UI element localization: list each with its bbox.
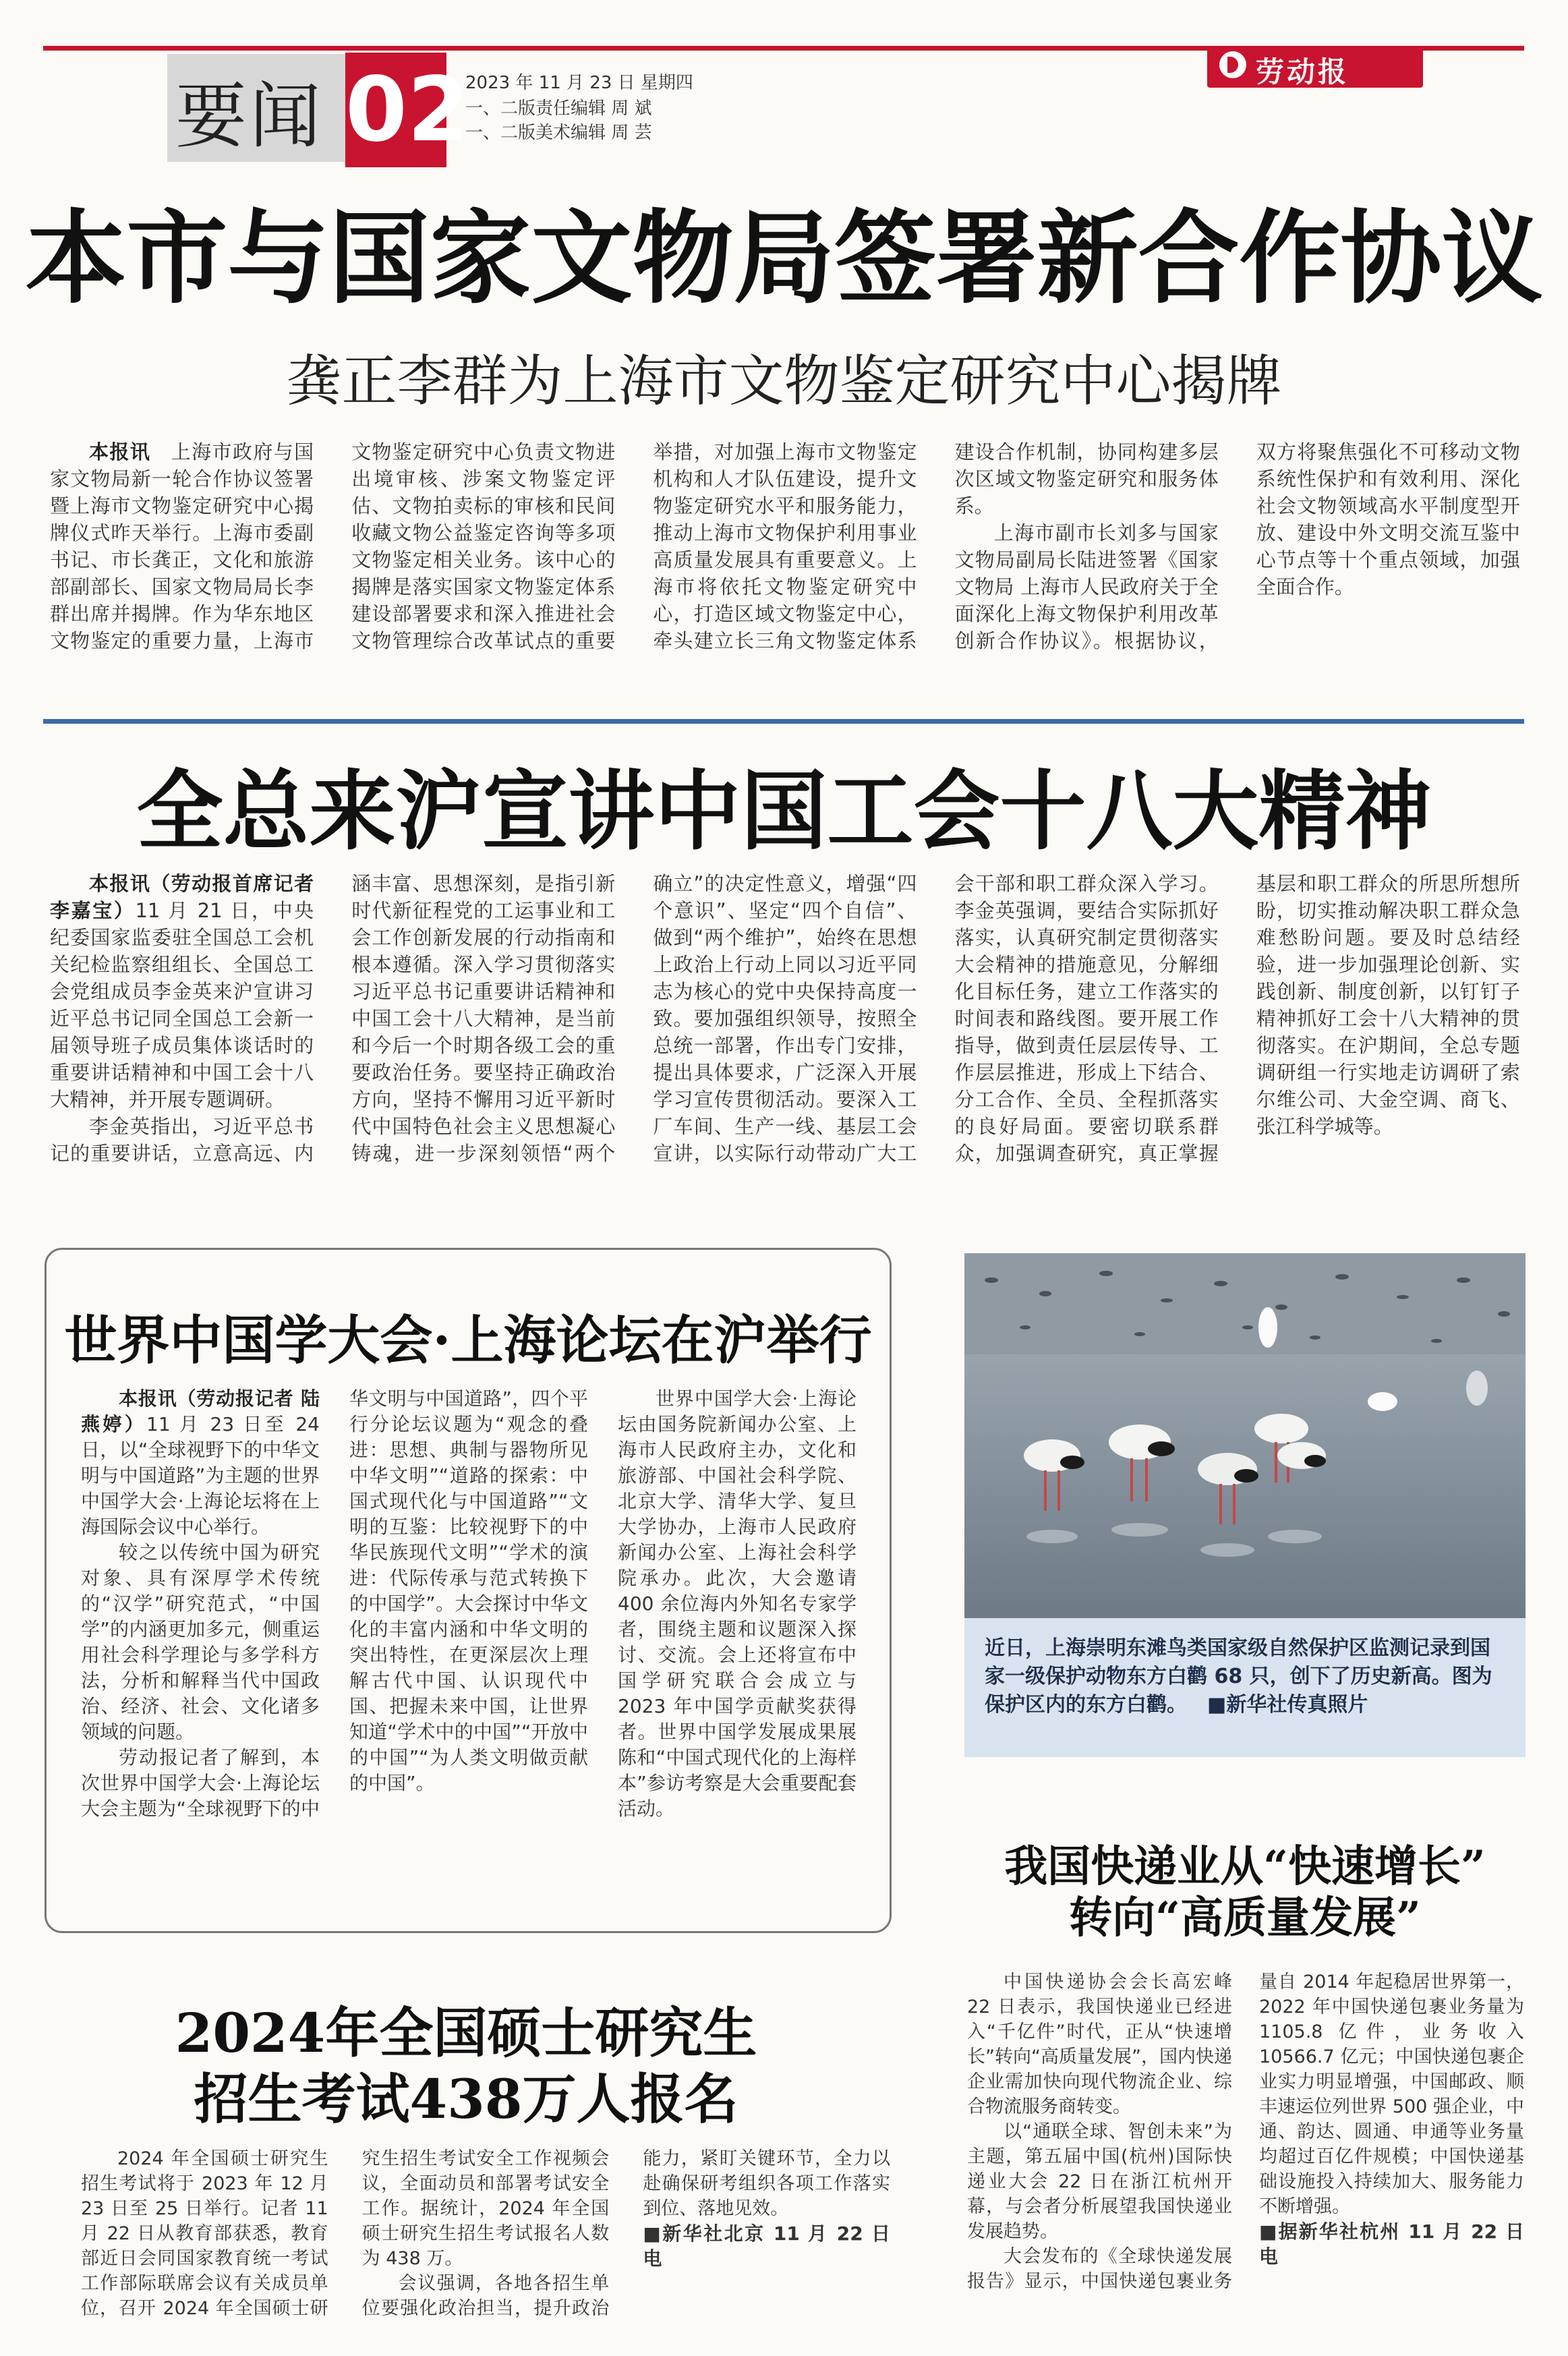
section-label: 要闻 [175, 75, 324, 158]
newspaper-logo [1207, 46, 1423, 88]
photo-caption-text: 近日，上海崇明东滩鸟类国家级自然保护区监测记录到国家一级保护动物东方白鹳 68 只，创下了历史新高。图为保护区内的东方白鹳。 [985, 1636, 1492, 1717]
news-photo [964, 1253, 1526, 1618]
article4-dateline: ■据新华社杭州 11 月 22 日电 [1259, 2220, 1524, 2268]
article4-text3: 大会发布的《全球快递发展报告》显示，中国快递包裹业务量自 2014 年起稳居世界第一，2022 年中国快递包裹业务量为 1105.8 亿件，业务收入 10566.7 亿元；中国快递包裹企业实力明显增强，中国邮政、顺丰速运位列世界 500 强企业，中通、韵达、圆通、申通等业务量均超过百亿件规模；中国快递基础设施投入持续加大、服务能力不断增强。 [967, 1972, 1524, 2292]
article5-body [81, 2146, 890, 2342]
article3-lead: 本报讯（劳动报记者 陆燕婷） [81, 1387, 320, 1435]
article1-body [50, 438, 1520, 668]
article1-headline: 本市与国家文物局签署新合作协议 [25, 199, 1543, 318]
article4-headline-line1: 我国快递业从“快速增长” [1004, 1841, 1486, 1892]
article3-body [81, 1386, 856, 1905]
photo-credit: ■新华社传真照片 [1207, 1693, 1368, 1717]
article2-body [50, 870, 1520, 1214]
article3-headline: 世界中国学大会·上海论坛在沪举行 [64, 1310, 872, 1371]
article4-text: 中国快递协会会长高宏峰 22 日表示，我国快递业已经进入“千亿件”时代，正从“快速增长”转向“高质量发展”，国内快递企业需加快向现代物流企业、综合物流服务商转变。 [967, 1972, 1232, 2117]
issue-date: 2023 年 11 月 23 日 星期四 [465, 73, 693, 93]
logo-text: 劳动报 [1256, 55, 1349, 88]
article2-headline: 全总来沪宣讲中国工会十八大精神 [136, 761, 1432, 862]
divider-rule [43, 719, 1524, 724]
article5-headline [45, 2000, 888, 2132]
article5-headline-line2: 招生考试438万人报名 [194, 2067, 738, 2131]
article4-body [967, 1970, 1524, 2334]
article5-dateline: ■新华社北京 11 月 22 日电 [643, 2222, 890, 2270]
article3-text4: 世界中国学大会·上海论坛由国务院新闻办公室、上海市人民政府主办，文化和旅游部、中国社会科学院、北京大学、清华大学、复旦大学协办，上海市人民政府新闻办公室、上海社会科学院承办。此次，大会邀请 400 余位海内外知名专家学者，围绕主题和议题深入探讨、交流。会上还将宣布中国学研究联合会成立与 2023 年中国学贡献奖获得者。世界中国学发展成果展陈和“中国式现代化的上海样本”参访考察是大会重要配套活动。 [618, 1387, 856, 1820]
logo-icon [1219, 51, 1246, 78]
photo-caption-box [964, 1618, 1526, 1757]
article4-headline [964, 1841, 1526, 1944]
article3-text2: 较之以传统中国为研究对象、具有深厚学术传统的“汉学”研究范式，“中国学”的内涵更加多元，侧重运用社会科学理论与多学科方法，分析和解释当代中国政治、经济、社会、文化诸多领域的问题。 [81, 1541, 320, 1743]
article2-text2: 李金英指出，习近平总书记的重要讲话，立意高远、内涵丰富、思想深刻，是指引新时代新征程党的工运事业和工会工作创新发展的行动指南和根本遵循。深入学习贯彻落实习近平总书记重要讲话精神和中国工会十八大精神，是当前和今后一个时期各级工会的重要政治任务。要坚持正确政治方向，坚持不懈用习近平新时代中国特色社会主义思想凝心铸魂，进一步深刻领悟“两个确立”的决定性意义，增强“四个意识”、坚定“四个自信”、做到“两个维护”，始终在思想上政治上行动上同以习近平同志为核心的党中央保持高度一致。要加强组织领导，按照全总统一部署，作出专门安排，提出具体要求，广泛深入开展学习宣传贯彻活动。要深入工厂车间、生产一线、基层工会宣讲，以实际行动带动广大工会干部和职工群众深入学习。李金英强调，要结合实际抓好落实，认真研究制定贯彻落实大会精神的措施意见，分解细化目标任务，建立工作落实的时间表和路线图。要开展工作指导，做到责任层层传导、工作层层推进，形成上下结合、分工合作、全员、全程抓落实的良好局面。要密切联系群众，加强调查研究，真正掌握基层和职工群众的所思所想所盼，切实推动解决职工群众急难愁盼问题。要及时总结经验，进一步加强理论创新、实践创新、制度创新，以钉钉子精神抓好工会十八大精神的贯彻落实。在沪期间，全总专题调研组一行实地走访调研了索尔维公司、大金空调、商飞、张江科学城等。 [50, 872, 1520, 1165]
article1-text2: 上海市副市长刘多与国家文物局副局长陆进签署《国家文物局 上海市人民政府关于全面深化上海文物保护利用改革创新合作协议》。根据协议，双方将聚焦强化不可移动文物系统性保护和有效利用、深化社会文物领域高水平制度型开放、建设中外文明交流互鉴中心节点等十个重点领域，加强全面合作。 [954, 440, 1520, 652]
article3-text3: 劳动报记者了解到，本次世界中国学大会·上海论坛大会主题为“全球视野下的中华文明与中国道路”，四个平行分论坛议题为“观念的叠进：思想、典制与器物所见中华文明”“道路的探索：中国式现代化与中国道路”“文明的互鉴：比较视野下的中华民族现代文明”“学术的演进：代际传承与范式转换下的中国学”。大会探讨中华文化的丰富内涵和中华文明的突出特性，在更深层次上理解古代中国、认识现代中国、把握未来中国，让世界知道“学术中的中国”“开放中的中国”“为人类文明做贡献的中国”。 [81, 1387, 588, 1820]
editor-line: 一、二版责任编辑 周 斌 [465, 98, 652, 119]
article1-text: 上海市政府与国家文物局新一轮合作协议签署暨上海市文物鉴定研究中心揭牌仪式昨天举行。上海市委副书记、市长龚正，文化和旅游部副部长、国家文物局局长李群出席并揭牌。作为华东地区文物鉴定的重要力量，上海市文物鉴定研究中心负责文物进出境审核、涉案文物鉴定评估、文物拍卖标的审核和民间收藏文物公益鉴定咨询等多项文物鉴定相关业务。该中心的揭牌是落实国家文物鉴定体系建设部署要求和深入推进社会文物管理综合改革试点的重要举措，对加强上海市文物鉴定机构和人才队伍建设，提升文物鉴定研究水平和服务能力，推动上海市文物保护利用事业高质量发展具有重要意义。上海市将依托文物鉴定研究中心，打造区域文物鉴定中心，牵头建立长三角文物鉴定体系建设合作机制，协同构建多层次区域文物鉴定研究和服务体系。 [50, 440, 1219, 652]
article5-headline-line1: 2024年全国硕士研究生 [175, 2001, 757, 2065]
art-editor-line: 一、二版美术编辑 周 芸 [465, 123, 652, 143]
storks-photo-illustration [964, 1253, 1526, 1618]
photo-caption [985, 1634, 1507, 1719]
article3-text: 11 月 23 日至 24 日，以“全球视野下的中华文明与中国道路”为主题的世界中国学大会·上海论坛将在上海国际会议中心举行。 [81, 1413, 320, 1538]
article2-lead: 本报讯（劳动报首席记者 李嘉宝） [50, 872, 314, 922]
article4-headline-line2: 转向“高质量发展” [1069, 1893, 1421, 1943]
page-number: 02 [345, 53, 446, 167]
article4-text2: 以“通联全球、智创未来”为主题，第五届中国(杭州)国际快递业大会 22 日在浙江杭州开幕，与会者分析展望我国快递业发展趋势。 [967, 2121, 1232, 2242]
article1-subhead: 龚正李群为上海市文物鉴定研究中心揭牌 [286, 349, 1282, 413]
article5-text: 2024 年全国硕士研究生招生考试将于 2023 年 12 月 23 日至 25 日举行。记者 11 月 22 日从教育部获悉，教育部近日会同国家教育统一考试工作部际联席会议有关成员单位，召开 2024 年全国硕士研究生招生考试安全工作视频会议，全面动员和部署考试安全工作。据统计，2024 年全国硕士研究生招生考试报名人数为 438 万。 [81, 2148, 610, 2319]
article5-text2: 会议强调，各地各招生单位要强化政治担当，提升政治能力，紧盯关键环节，全力以赴确保研考组织各项工作落实到位、落地见效。 [361, 2148, 890, 2319]
article1-lead: 本报讯 [89, 440, 151, 463]
article2-text: 11 月 21 日，中央纪委国家监委驻全国总工会机关纪检监察组组长、全国总工会党组成员李金英来沪宣讲习近平总书记同全国总工会新一届领导班子成员集体谈话时的重要讲话精神和中国工会十八大精神，并开展专题调研。 [50, 899, 314, 1111]
